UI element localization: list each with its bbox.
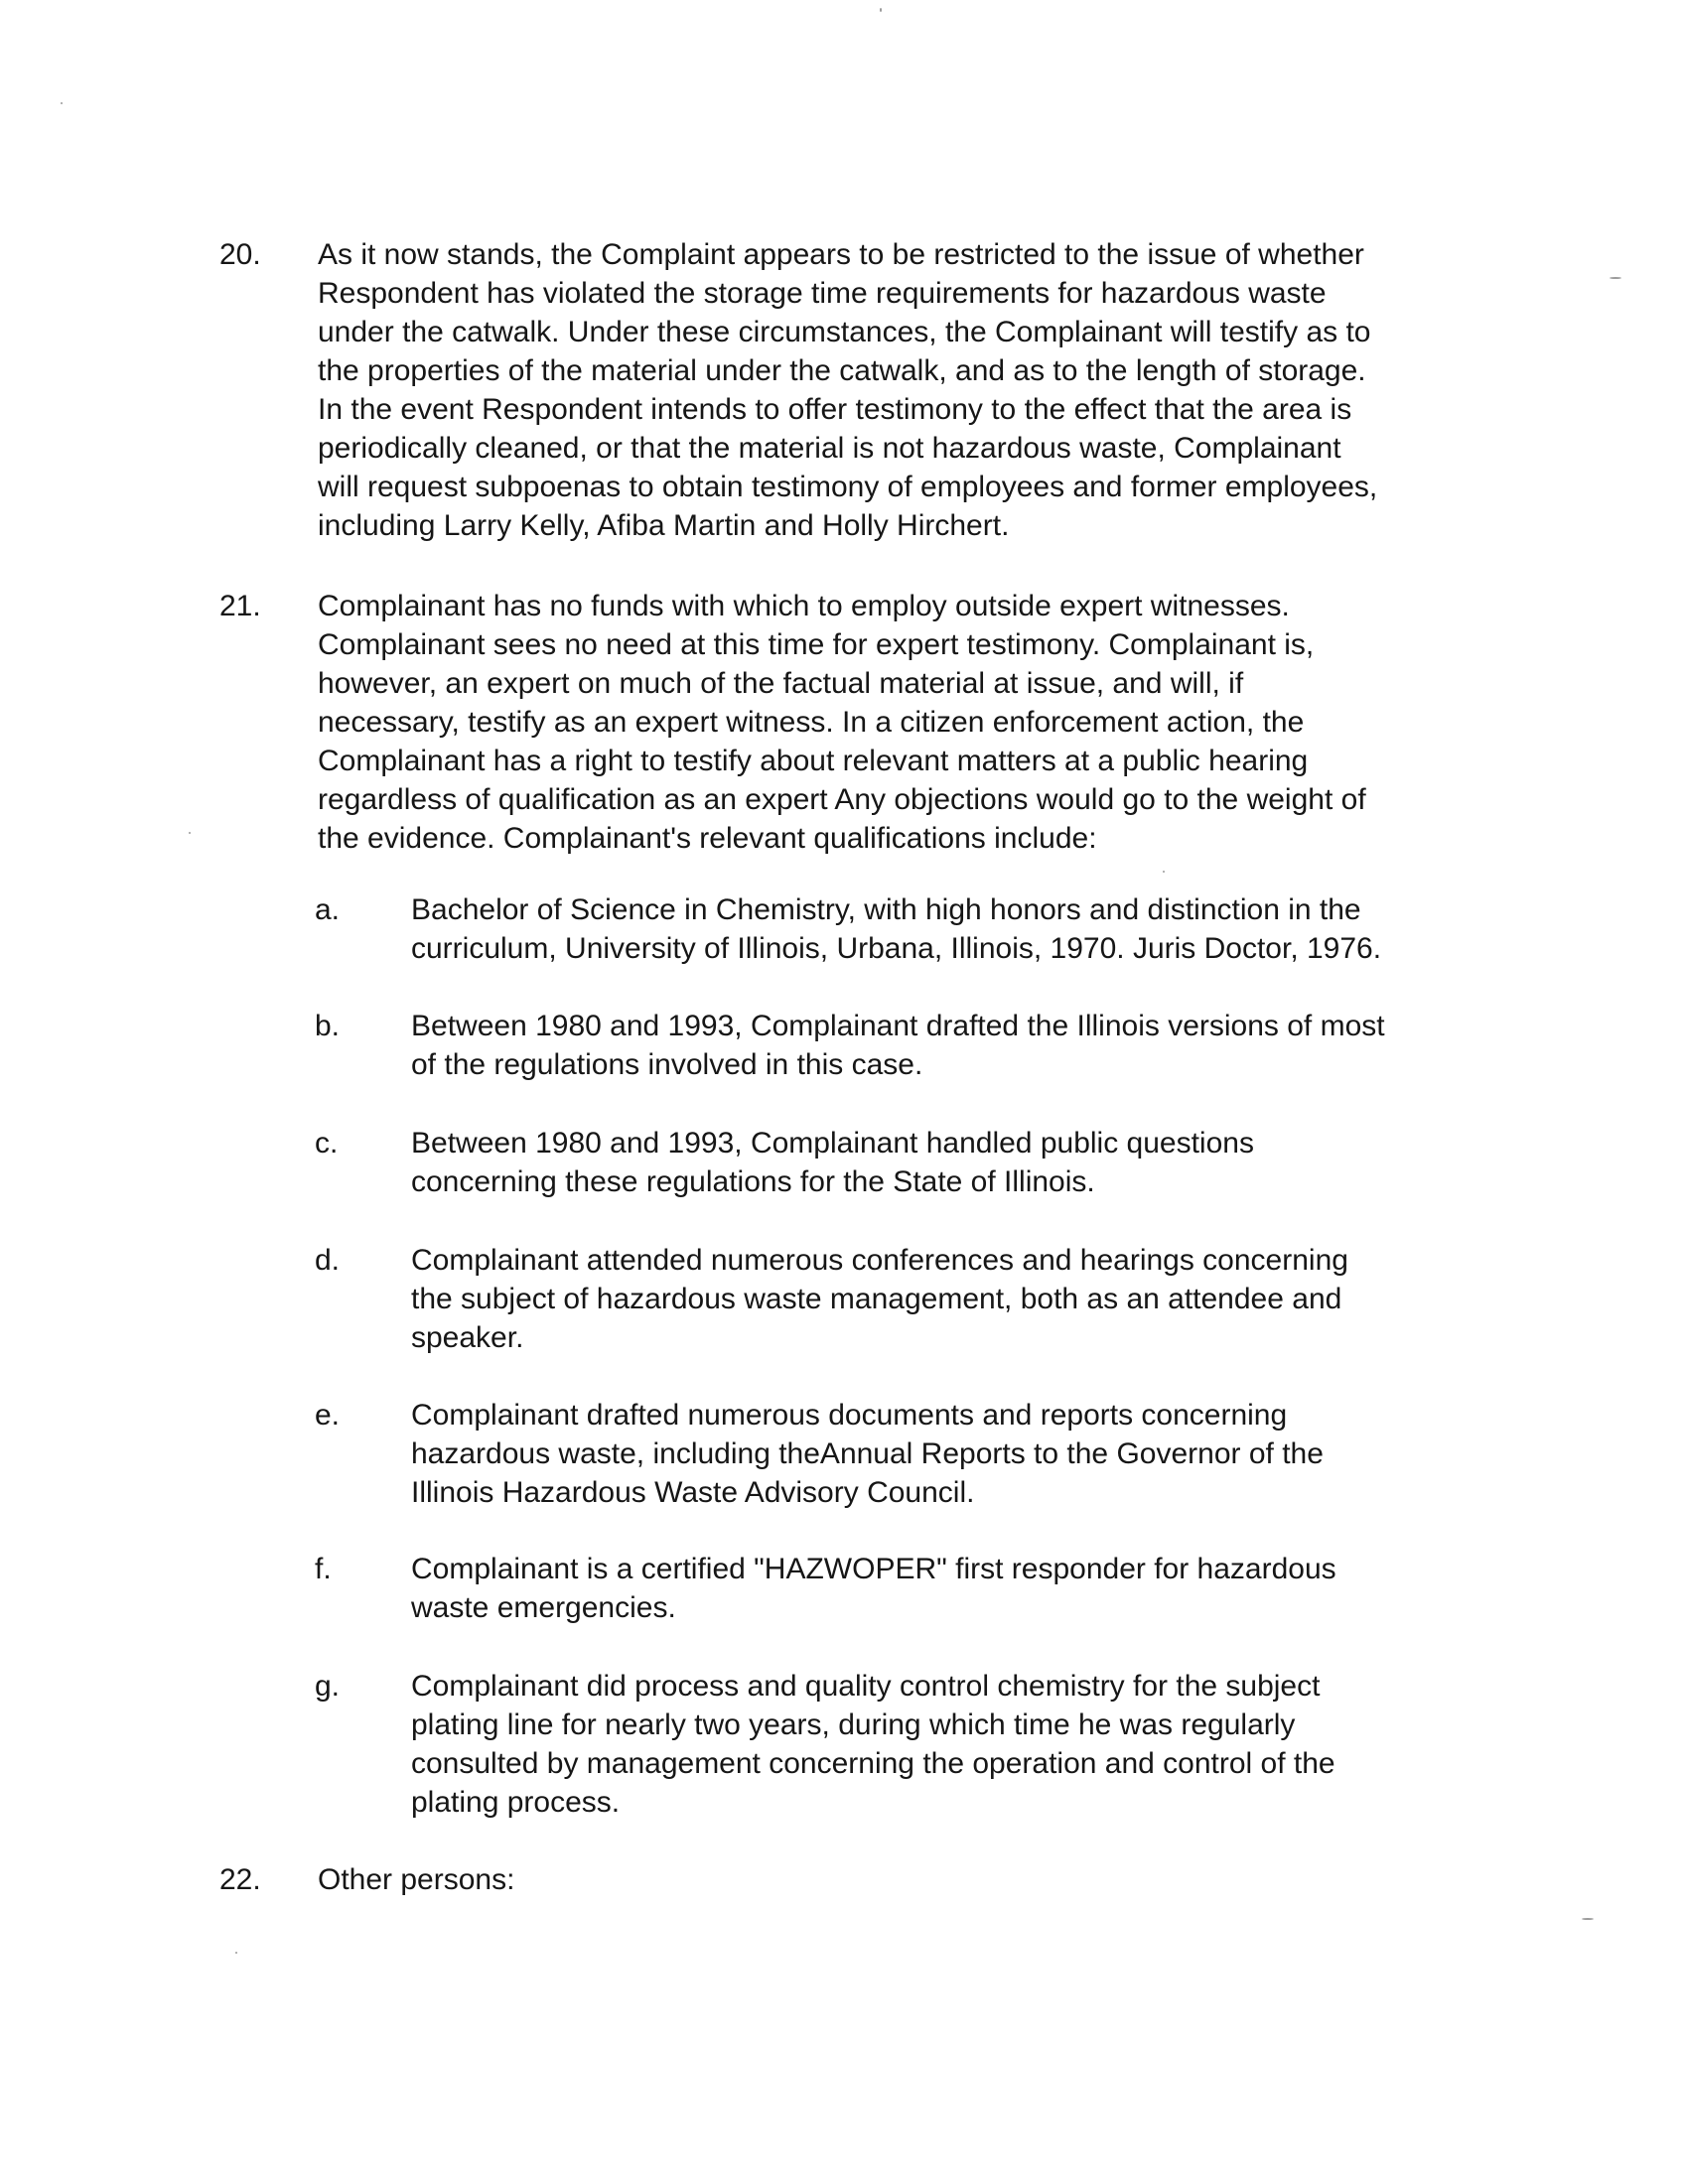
paragraph-number: 21. xyxy=(219,590,261,622)
list-marker: f. xyxy=(315,1553,332,1585)
qualification-a xyxy=(315,890,1526,968)
paragraph-text: Other persons: xyxy=(318,1863,515,1896)
qualification-c xyxy=(315,1124,1526,1201)
paragraph-20 xyxy=(219,235,1510,545)
paragraph-text: Complainant has no funds with which to employ outside expert witnesses. Complainant sees no need at this time for expert testimony. Complainant is, however, an expert on much of the factual material at issue, and will, if necessary, testify as an expert witness. In a citizen enforcement action, the Complainant has a right to testify about relevant matters at a public hearing regardless of qualification as an expert Any objections would go to the weight of the evidence. Complainant's relevant qualifications include: xyxy=(318,590,1366,855)
scan-speck xyxy=(61,102,63,104)
list-item-text: Complainant drafted numerous documents and reports concerning hazardous waste, including theAnnual Reports to the Governor of the Illinois Hazardous Waste Advisory Council. xyxy=(411,1399,1324,1509)
list-marker: b. xyxy=(315,1010,341,1042)
paragraph-21 xyxy=(219,587,1510,858)
qualification-d xyxy=(315,1241,1526,1357)
scan-speck xyxy=(1163,871,1165,873)
scan-speck xyxy=(880,8,882,12)
scan-speck xyxy=(1582,1918,1594,1920)
scan-speck xyxy=(189,832,191,834)
qualification-f xyxy=(315,1550,1526,1627)
paragraph-number: 22. xyxy=(219,1863,261,1896)
qualification-b xyxy=(315,1007,1526,1084)
list-marker: g. xyxy=(315,1670,341,1703)
list-item-text: Complainant is a certified "HAZWOPER" first responder for hazardous waste emergencies. xyxy=(411,1553,1336,1624)
list-marker: a. xyxy=(315,893,341,926)
list-item-text: Between 1980 and 1993, Complainant drafted the Illinois versions of most of the regulations involved in this case. xyxy=(411,1010,1385,1081)
list-item-text: Between 1980 and 1993, Complainant handled public questions concerning these regulations for the State of Illinois. xyxy=(411,1127,1254,1198)
paragraph-number: 20. xyxy=(219,238,261,271)
list-marker: e. xyxy=(315,1399,341,1432)
list-item-text: Complainant did process and quality control chemistry for the subject plating line for nearly two years, during which time he was regularly consulted by management concerning the operation and control of the plating process. xyxy=(411,1670,1335,1819)
qualification-e xyxy=(315,1396,1526,1512)
paragraph-22 xyxy=(219,1860,1510,1899)
list-marker: d. xyxy=(315,1244,341,1277)
scan-speck xyxy=(235,1952,237,1954)
list-item-text: Complainant attended numerous conferences and hearings concerning the subject of hazardous waste management, both as an attendee and speaker. xyxy=(411,1244,1348,1354)
paragraph-text: As it now stands, the Complaint appears to be restricted to the issue of whether Respondent has violated the storage time requirements for hazardous waste under the catwalk. Under these circumstances, the Complainant will testify as to the properties of the material under the catwalk, and as to the length of storage. In the event Respondent intends to offer testimony to the effect that the area is periodically cleaned, or that the material is not hazardous waste, Complainant will request subpoenas to obtain testimony of employees and former employees, including Larry Kelly, Afiba Martin and Holly Hirchert. xyxy=(318,238,1378,542)
scan-speck xyxy=(1610,277,1621,279)
qualification-g xyxy=(315,1667,1526,1822)
list-marker: c. xyxy=(315,1127,339,1160)
list-item-text: Bachelor of Science in Chemistry, with high honors and distinction in the curriculum, University of Illinois, Urbana, Illinois, 1970. Juris Doctor, 1976. xyxy=(411,893,1382,965)
